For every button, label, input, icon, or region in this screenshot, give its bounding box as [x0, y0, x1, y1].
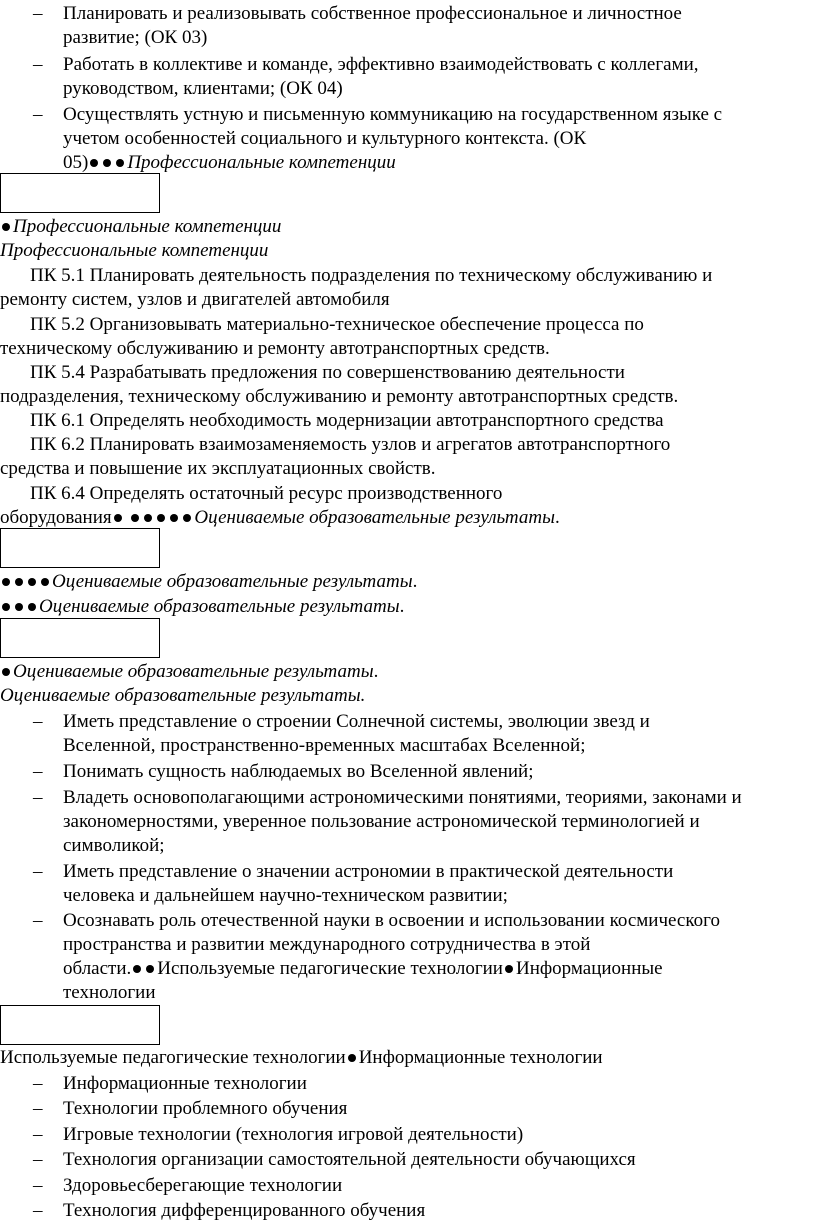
- bullet-icon: [15, 603, 23, 611]
- list-dash: –: [33, 1098, 43, 1119]
- prof-item: ПК 5.2 Организовывать материально-техническое обеспечение процесса по: [30, 314, 644, 335]
- bullet-icon: [2, 578, 10, 586]
- image-placeholder-box: [0, 1005, 160, 1045]
- list-dash: –: [33, 761, 43, 782]
- prof-heading-inline: Профессиональные компетенции: [127, 152, 396, 173]
- image-placeholder-box: [0, 173, 160, 213]
- prof-item-cont: ремонту систем, узлов и двигателей автомобиля: [0, 289, 390, 310]
- tech-sub: Информационные технологии: [358, 1047, 603, 1068]
- bullet-icon: [15, 578, 23, 586]
- tech-item: Технологии проблемного обучения: [63, 1098, 348, 1119]
- prof-item: ПК 6.2 Планировать взаимозаменяемость узлов и агрегатов автотранспортного: [30, 434, 671, 455]
- bullet-icon: [2, 603, 10, 611]
- prof-item-cont: оборудования Оцениваемые образовательные результаты.: [0, 507, 560, 528]
- list-dash: –: [33, 1200, 43, 1221]
- list-item-tail: 05): [63, 152, 89, 173]
- results-item-cont: пространства и развитии международного сотрудничества в этой: [63, 934, 591, 955]
- results-item-tail: области.: [63, 958, 132, 979]
- list-dash: –: [33, 787, 43, 808]
- bullet-icon: [505, 965, 513, 973]
- bullet-icon: [28, 578, 36, 586]
- bullet-heading: Оцениваемые образовательные результаты.: [0, 570, 417, 594]
- tech-heading: Используемые педагогические технологии: [0, 1047, 346, 1068]
- results-item: Иметь представление о значении астрономии в практической деятельности: [63, 861, 674, 882]
- prof-item: ПК 6.4 Определять остаточный ресурс производственного: [30, 483, 503, 504]
- bullet-heading: [0, 215, 281, 239]
- prof-heading: Профессиональные компетенции: [13, 216, 282, 237]
- list-dash: –: [33, 910, 43, 931]
- bullet-icon: [114, 514, 122, 522]
- image-placeholder-box: [0, 618, 160, 658]
- prof-item-cont: подразделения, техническому обслуживанию и ремонту автотранспортных средств.: [0, 386, 679, 407]
- list-dash: –: [33, 104, 43, 125]
- prof-item-tail: оборудования: [0, 507, 112, 528]
- tech-item: Здоровьесберегающие технологии: [63, 1175, 343, 1196]
- list-item-cont: развитие; (ОК 03): [63, 27, 208, 48]
- results-item: Иметь представление о строении Солнечной системы, эволюции звезд и: [63, 711, 650, 732]
- section-heading-prof: Профессиональные компетенции: [0, 240, 269, 261]
- results-heading-inline: Оцениваемые образовательные результаты: [194, 507, 555, 528]
- tech-item: Технология организации самостоятельной деятельности обучающихся: [63, 1149, 636, 1170]
- section-heading-results: Оцениваемые образовательные результаты.: [0, 685, 366, 706]
- bullet-icon: [103, 159, 111, 167]
- results-item-cont: закономерностями, уверенное пользование астрономической терминологией и: [63, 811, 700, 832]
- bullet-icon: [2, 668, 10, 676]
- bullet-icon: [133, 965, 141, 973]
- list-item-cont: руководством, клиентами; (ОК 04): [63, 78, 343, 99]
- list-dash: –: [33, 1175, 43, 1196]
- results-item-cont: [63, 957, 663, 981]
- tech-heading-line: [0, 1046, 603, 1070]
- list-dash: –: [33, 1149, 43, 1170]
- list-dash: –: [33, 3, 43, 24]
- results-item-cont: технологии: [63, 982, 156, 1003]
- results-item-cont: человека и дальнейшем научно-техническом развитии;: [63, 885, 508, 906]
- list-dash: –: [33, 1124, 43, 1145]
- bullet-icon: [2, 223, 10, 231]
- results-heading-text: Оцениваемые образовательные результаты: [0, 685, 361, 706]
- bullet-icon: [116, 159, 124, 167]
- results-item: Осознавать роль отечественной науки в освоении и использовании космического: [63, 910, 720, 931]
- list-item: Работать в коллективе и команде, эффективно взаимодействовать с коллегами,: [63, 54, 699, 75]
- tech-item: Технология дифференцированного обучения: [63, 1200, 426, 1221]
- tech-item: Информационные технологии: [63, 1073, 307, 1094]
- prof-item: ПК 5.1 Планировать деятельность подразделения по техническому обслуживанию и: [30, 265, 713, 286]
- list-dash: –: [33, 711, 43, 732]
- list-item-cont: учетом особенностей социального и культурного контекста. (ОК: [63, 128, 587, 149]
- tech-item: Игровые технологии (технология игровой деятельности): [63, 1124, 524, 1145]
- list-dash: –: [33, 54, 43, 75]
- bullet-icon: [348, 1054, 356, 1062]
- results-item: Владеть основополагающими астрономическими понятиями, теориями, законами и: [63, 787, 742, 808]
- bullet-icon: [90, 159, 98, 167]
- bullet-icon: [146, 965, 154, 973]
- list-dash: –: [33, 861, 43, 882]
- list-item: Планировать и реализовывать собственное профессиональное и личностное: [63, 3, 682, 24]
- bullet-icon: [131, 514, 139, 522]
- bullet-icon: [157, 514, 165, 522]
- results-heading: Оцениваемые образовательные результаты: [52, 571, 413, 592]
- prof-item-cont: техническому обслуживанию и ремонту автотранспортных средств.: [0, 338, 550, 359]
- prof-item: ПК 5.4 Разрабатывать предложения по совершенствованию деятельности: [30, 362, 625, 383]
- results-item-cont: символикой;: [63, 835, 165, 856]
- bullet-heading: Оцениваемые образовательные результаты.: [0, 660, 378, 684]
- bullet-icon: [28, 603, 36, 611]
- tech-heading-inline: Используемые педагогические технологии: [157, 958, 503, 979]
- bullet-icon: [170, 514, 178, 522]
- prof-item-cont: средства и повышение их эксплуатационных свойств.: [0, 458, 436, 479]
- results-item-cont: Вселенной, пространственно-временных масштабах Вселенной;: [63, 735, 586, 756]
- prof-item: ПК 6.1 Определять необходимость модернизации автотранспортного средства: [30, 410, 664, 431]
- list-item-cont: [63, 151, 396, 175]
- bullet-icon: [144, 514, 152, 522]
- bullet-icon: [183, 514, 191, 522]
- list-dash: –: [33, 1073, 43, 1094]
- bullet-heading: Оцениваемые образовательные результаты.: [0, 595, 404, 619]
- results-heading: Оцениваемые образовательные результаты: [39, 596, 400, 617]
- image-placeholder-box: [0, 528, 160, 568]
- tech-sub-inline: Информационные: [515, 958, 663, 979]
- list-item: Осуществлять устную и письменную коммуникацию на государственном языке с: [63, 104, 723, 125]
- results-heading: Оцениваемые образовательные результаты: [13, 661, 374, 682]
- results-item: Понимать сущность наблюдаемых во Вселенной явлений;: [63, 761, 534, 782]
- bullet-icon: [41, 578, 49, 586]
